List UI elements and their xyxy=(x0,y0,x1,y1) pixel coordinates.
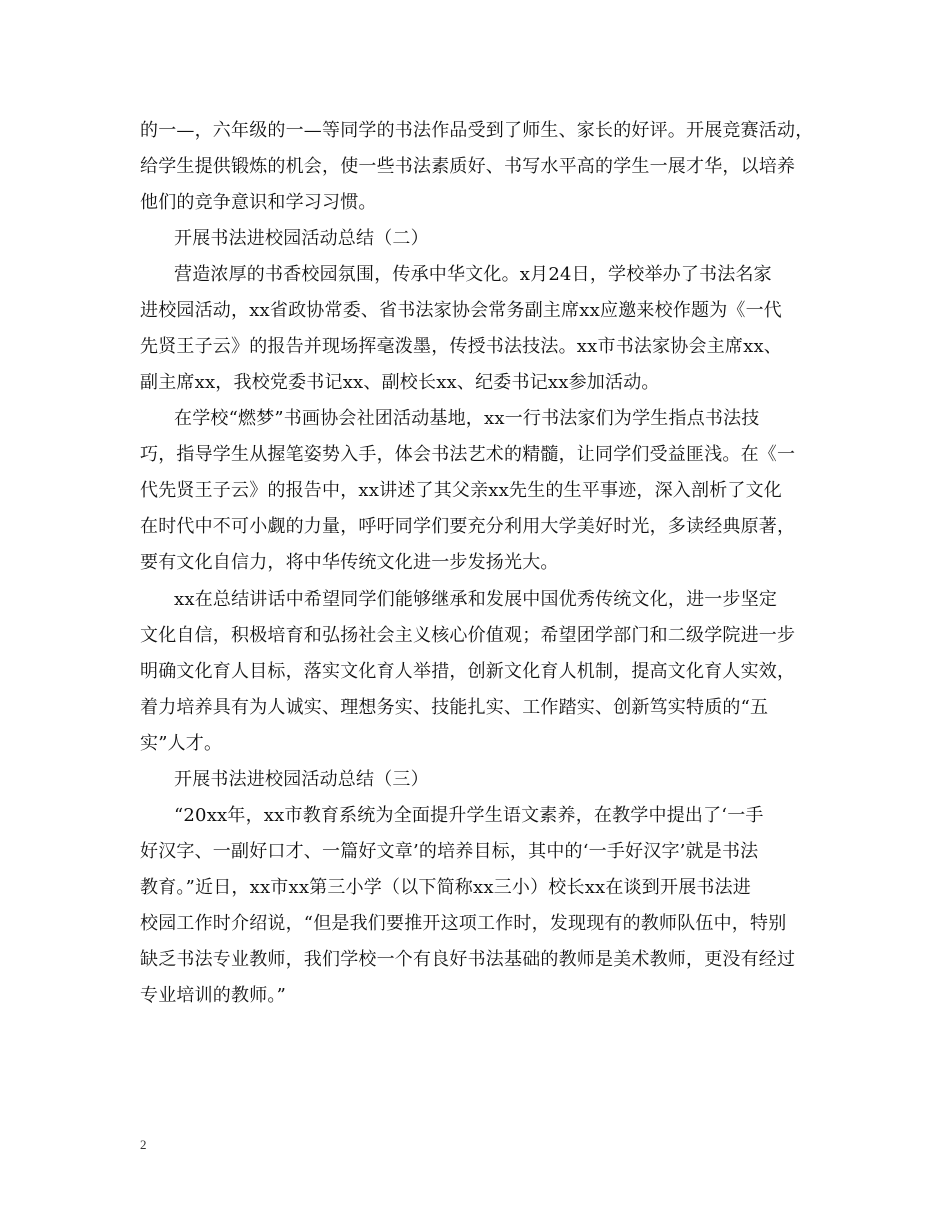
text-line: 在学校“燃梦”书画协会社团活动基地，xx一行书法家们为学生指点书法技 xyxy=(174,408,760,429)
text-line: 副主席xx，我校党委书记xx、副校长xx、纪委书记xx参加活动。 xyxy=(140,372,660,393)
text-line: 要有文化自信力，将中华传统文化进一步发扬光大。 xyxy=(140,552,559,573)
text-line: 先贤王子云》的报告并现场挥毫泼墨，传授书法技法。xx市书法家协会主席xx、 xyxy=(140,336,783,357)
text-line: 教育。”近日，xx市xx第三小学（以下简称xx三小）校长xx在谈到开展书法进 xyxy=(140,877,752,898)
section-heading: 开展书法进校园活动总结（三） xyxy=(174,769,429,790)
text-line: xx在总结讲话中希望同学们能够继承和发展中国优秀传统文化，进一步坚定 xyxy=(174,589,778,610)
text-line: 进校园活动，xx省政协常委、省书法家协会常务副主席xx应邀来校作题为《一代 xyxy=(140,300,783,321)
text-line: 实”人才。 xyxy=(140,733,223,754)
section-heading: 开展书法进校园活动总结（二） xyxy=(174,228,429,249)
text-line: 给学生提供锻炼的机会，使一些书法素质好、书写水平高的学生一展才华，以培养 xyxy=(140,156,796,177)
text-line: 缺乏书法专业教师，我们学校一个有良好书法基础的教师是美术教师，更没有经过 xyxy=(140,949,796,970)
text-line: 他们的竞争意识和学习习惯。 xyxy=(140,192,377,213)
page-number: 2 xyxy=(140,1137,147,1152)
text-line: 巧，指导学生从握笔姿势入手，体会书法艺术的精髓，让同学们受益匪浅。在《一 xyxy=(140,444,796,465)
text-line: 在时代中不可小觑的力量，呼吁同学们要充分利用大学美好时光，多读经典原著， xyxy=(140,516,796,537)
text-line: 着力培养具有为人诚实、理想务实、技能扎实、工作踏实、创新笃实特质的“五 xyxy=(140,697,769,718)
text-line: 文化自信，积极培育和弘扬社会主义核心价值观；希望团学部门和二级学院进一步 xyxy=(140,625,796,646)
text-line: 代先贤王子云》的报告中，xx讲述了其父亲xx先生的生平事迹，深入剖析了文化 xyxy=(140,480,783,501)
text-line: 好汉字、一副好口才、一篇好文章’的培养目标，其中的‘一手好汉字’就是书法 xyxy=(140,841,759,862)
text-line: 校园工作时介绍说，“但是我们要推开这项工作时，发现现有的教师队伍中，特别 xyxy=(140,913,787,934)
text-line: 营造浓厚的书香校园氛围，传承中华文化。x月24日，学校举办了书法名家 xyxy=(174,264,772,285)
text-line: “20xx年，xx市教育系统为全面提升学生语文素养，在教学中提出了‘一手 xyxy=(174,805,764,826)
text-line: 明确文化育人目标，落实文化育人举措，创新文化育人机制，提高文化育人实效， xyxy=(140,661,796,682)
text-line: 专业培训的教师。” xyxy=(140,985,287,1006)
text-line: 的一—，六年级的一—等同学的书法作品受到了师生、家长的好评。开展竞赛活动， xyxy=(140,120,814,141)
